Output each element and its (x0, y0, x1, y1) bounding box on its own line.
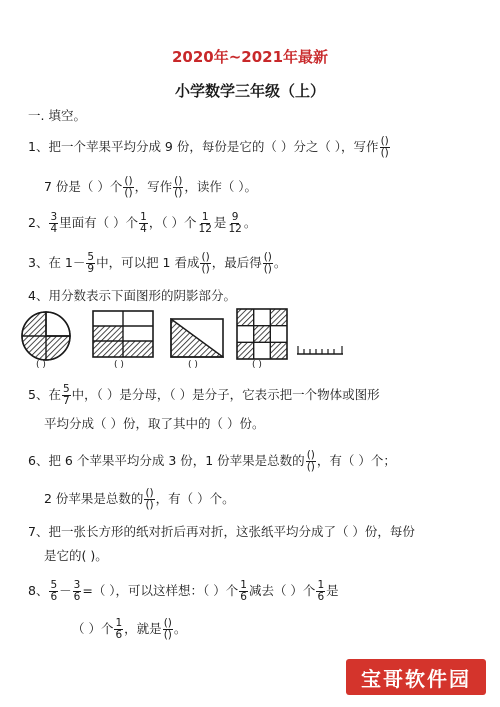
shape-answer-3: ( ) (188, 360, 198, 370)
fraction: $\frac{()}{()}$ (263, 251, 272, 275)
fraction: $\frac{5}{6}$ (50, 579, 58, 603)
fraction: $\frac{1}{6}$ (317, 579, 325, 603)
fraction: $\frac{()}{()}$ (145, 487, 154, 511)
document-title: 2020年~2021年最新 (171, 48, 329, 66)
fraction: $\frac{()}{()}$ (174, 175, 183, 199)
document-subtitle: 小学数学三年级（上） (174, 82, 325, 100)
q1-text: 1、把一个苹果平均分成 9 份，每份是它的（ ）分之（ ），写作 (28, 139, 379, 154)
fraction: $\frac{()}{()}$ (201, 251, 210, 275)
fraction: $\frac{5}{9}$ (87, 251, 95, 275)
grid-figure-b (236, 308, 288, 360)
fraction: $\frac{1}{6}$ (115, 617, 123, 641)
question-7-line-1: 7、把一张长方形的纸对折后再对折，这张纸平均分成了（ ）份，每份 (28, 524, 415, 539)
question-8-line-1: 8、 $\frac{5}{6}$ － $\frac{3}{6}$ =（ ），可以这样想：（ ）个 $\frac{1}{6}$ 减去（ ）个 $\frac{1}{6}$ 是 (28, 579, 339, 603)
watermark-logo: 宝哥软件园 (346, 659, 486, 695)
shape-answer-4: ( ) (252, 360, 262, 370)
question-6-line-2: 2 份苹果是总数的 $\frac{()}{()}$ ，有（ ）个。 (44, 487, 235, 511)
question-2: 2、 $\frac{3}{4}$ 里面有（ ）个 $\frac{1}{4}$ ，（ ）个 $\frac{1}{12}$ 是 $\frac{9}{12}$ 。 (28, 211, 257, 235)
fraction: $\frac{1}{12}$ (198, 211, 212, 235)
question-3: 3、在 1－ $\frac{5}{9}$ 中，可以把 1 看成 $\frac{()}{()}$ ，最后得 $\frac{()}{()}$ 。 (28, 251, 287, 275)
circle-figure (20, 310, 72, 362)
fraction: $\frac{1}{6}$ (240, 579, 247, 603)
question-1-line-1 (28, 136, 391, 159)
shape-answer-1: ( ) (36, 360, 46, 370)
fraction: $\frac{5}{7}$ (62, 383, 70, 407)
question-8-line-2: （ ）个 $\frac{1}{6}$ ，就是 $\frac{()}{()}$ 。 (72, 617, 187, 641)
fraction: $\frac{()}{()}$ (163, 617, 172, 641)
fraction: $\frac{3}{6}$ (73, 579, 81, 603)
fraction: $\frac{1}{4}$ (140, 211, 147, 235)
fraction: $\frac{()}{()}$ (380, 135, 389, 159)
question-5-line-2: 平均分成（ ）份，取了其中的（ ）份。 (44, 416, 265, 431)
question-1-line-2: 7 份是（ ）个 $\frac{()}{()}$ ，写作 $\frac{()}{()}$ ，读作（ ）。 (44, 175, 258, 199)
question-6-line-1: 6、把 6 个苹果平均分成 3 份，1 份苹果是总数的 $\frac{()}{()}$ ，有（ ）个； (28, 449, 396, 473)
question-5-line-1: 5、在 $\frac{5}{7}$ 中，（ ）是分母，（ ）是分子，它表示把一个物体或图形 (28, 383, 380, 407)
fraction: $\frac{3}{4}$ (50, 211, 58, 235)
grid-figure-a (92, 310, 154, 358)
fraction: $\frac{9}{12}$ (228, 211, 242, 235)
segment-figure (296, 340, 344, 358)
question-4: 4、用分数表示下面图形的阴影部分。 (28, 288, 236, 303)
question-7-line-2: 是它的( )。 (44, 548, 108, 563)
section-heading: 一. 填空。 (28, 108, 86, 123)
fraction: $\frac{()}{()}$ (306, 449, 315, 473)
shape-answer-2: ( ) (114, 360, 124, 370)
triangle-figure (170, 318, 224, 358)
fraction: $\frac{()}{()}$ (124, 175, 133, 199)
